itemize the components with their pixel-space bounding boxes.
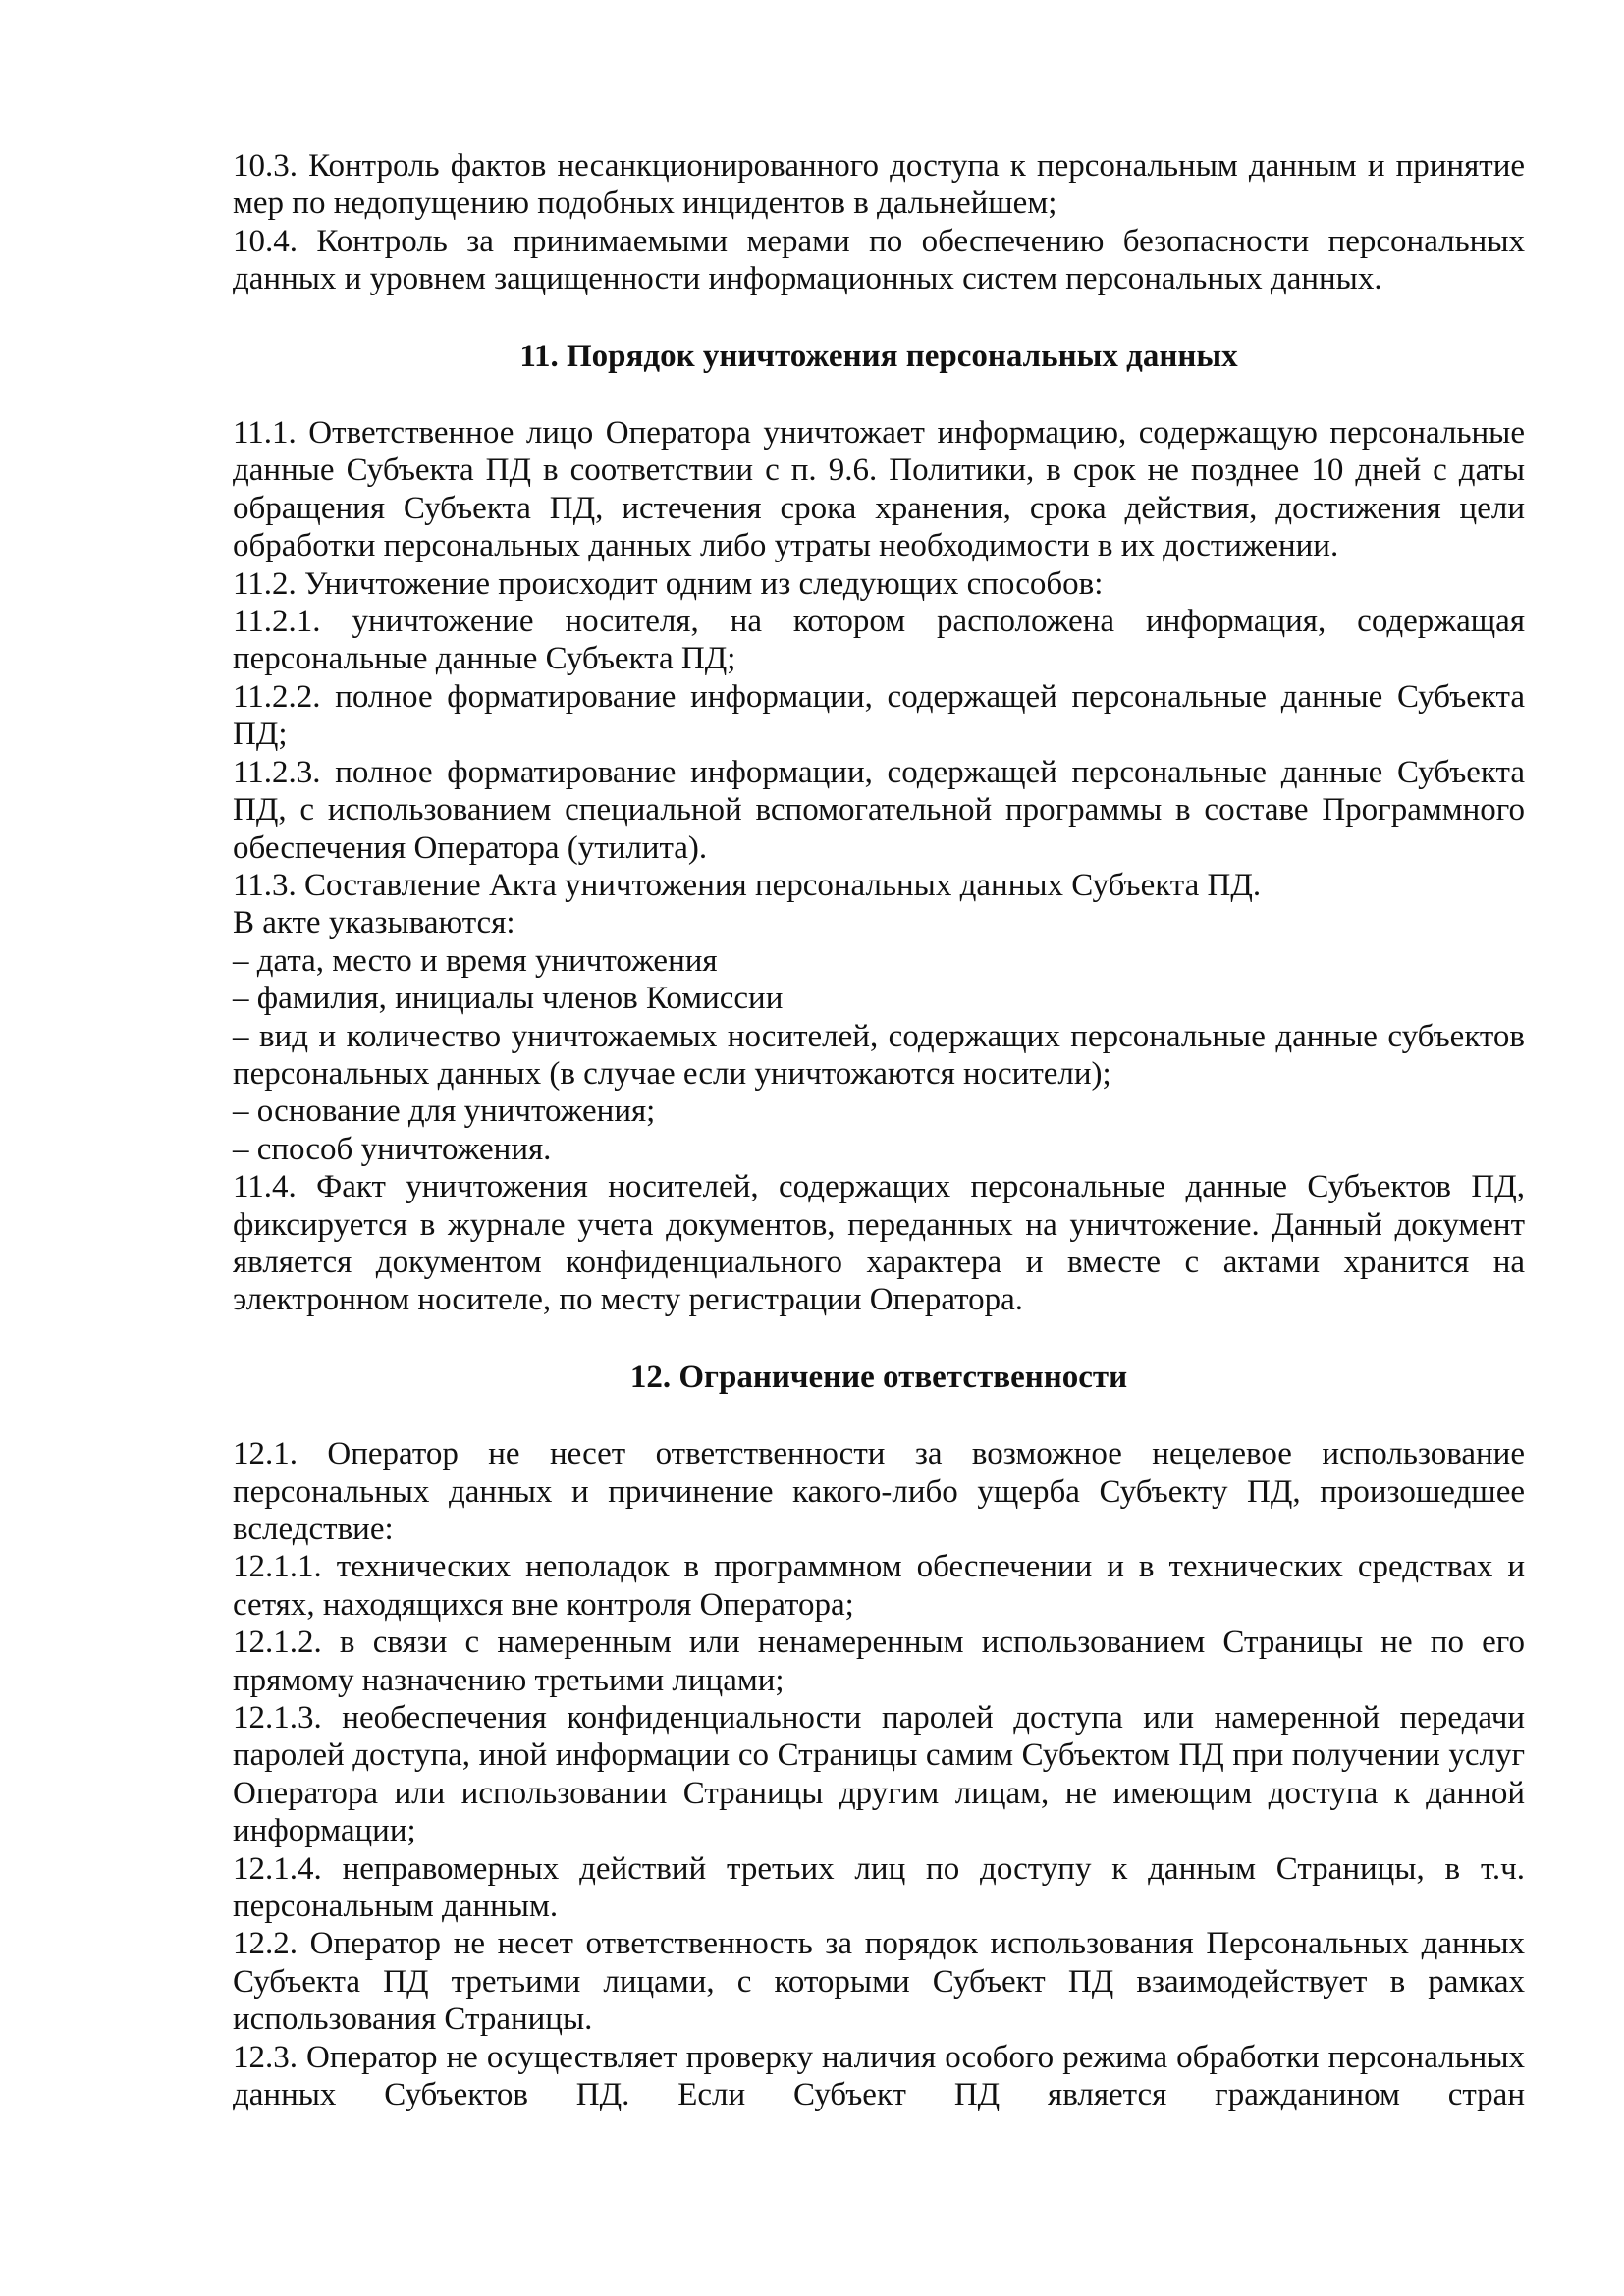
section-11-heading: 11. Порядок уничтожения персональных данных — [519, 338, 1238, 374]
act-item: – дата, место и время уничтожения — [233, 942, 718, 979]
paragraph-11-2-2: 11.2.2. полное форматирование информации, содержащей персональные данные Субъекта ПД; — [233, 678, 1525, 753]
act-item: – основание для уничтожения; — [233, 1094, 656, 1130]
paragraph-12-1-2: 12.1.2. в связи с намеренным или ненамеренным использованием Страницы не по его прямому назначению третьими лицами; — [233, 1625, 1525, 1698]
paragraph-11-2-3: 11.2.3. полное форматирование информации, содержащей персональные данные Субъекта ПД, с использованием специальной вспомогательной программы в составе Программного обеспечения Оператора (утилита). — [233, 754, 1525, 866]
paragraph-12-1-3: 12.1.3. необеспечения конфиденциальности паролей доступа или намеренной передачи паролей доступа, иной информации со Страницы самим Субъектом ПД при получении услуг Оператора или использовании Страницы другим лицам, не имеющим доступа к данной информации; — [233, 1700, 1525, 1849]
act-item: – способ уничтожения. — [233, 1131, 552, 1167]
paragraph-11-1: 11.1. Ответственное лицо Оператора уничтожает информацию, содержащую персональные данные Субъекта ПД в соответствии с п. 9.6. Политики, в срок не позднее 10 дней с даты обращения Субъекта ПД, истечения срока хранения, срока действия, достижения цели обработки персональных данных либо утраты необходимости в их достижении. — [233, 415, 1525, 564]
paragraph-11-3: 11.3. Составление Акта уничтожения персональных данных Субъекта ПД. — [233, 867, 1262, 903]
paragraph-11-2: 11.2. Уничтожение происходит одним из следующих способов: — [233, 565, 1104, 602]
paragraph-12-1-1: 12.1.1. технических неполадок в программном обеспечении и в технических средствах и сетях, находящихся вне контроля Оператора; — [233, 1549, 1525, 1623]
document-page — [233, 147, 1525, 2114]
act-intro: В акте указываются: — [233, 905, 515, 941]
paragraph-12-1: 12.1. Оператор не несет ответственности за возможное нецелевое использование персональных данных и причинение какого-либо ущерба Субъекту ПД, произошедшее вследствие: — [233, 1436, 1525, 1547]
act-item: – вид и количество уничтожаемых носителей, содержащих персональные данные субъектов персональных данных (в случае если уничтожаются носители); — [233, 1018, 1525, 1092]
section-12-heading: 12. Ограничение ответственности — [629, 1359, 1128, 1395]
paragraph-12-3: 12.3. Оператор не осуществляет проверку наличия особого режима обработки персональных данных Субъектов ПД. Если Субъект ПД является гражданином стран — [233, 2039, 1525, 2113]
paragraph-10-3: 10.3. Контроль фактов несанкционированного доступа к персональным данным и принятие мер по недопущению подобных инцидентов в дальнейшем; — [233, 148, 1525, 222]
paragraph-11-2-1: 11.2.1. уничтожение носителя, на котором расположена информация, содержащая персональные данные Субъекта ПД; — [233, 604, 1525, 677]
act-item: – фамилия, инициалы членов Комиссии — [233, 981, 784, 1017]
paragraph-12-2: 12.2. Оператор не несет ответственность за порядок использования Персональных данных Субъекта ПД третьими лицами, с которыми Субъект ПД взаимодействует в рамках использования Страницы. — [233, 1926, 1525, 2038]
paragraph-10-4: 10.4. Контроль за принимаемыми мерами по обеспечению безопасности персональных данных и уровнем защищенности информационных систем персональных данных. — [233, 223, 1525, 297]
paragraph-11-4: 11.4. Факт уничтожения носителей, содержащих персональные данные Субъектов ПД, фиксируется в журнале учета документов, переданных на уничтожение. Данный документ является документом конфиденциального характера и вместе с актами хранится на электронном носителе, по месту регистрации Оператора. — [233, 1169, 1525, 1318]
paragraph-12-1-4: 12.1.4. неправомерных действий третьих лиц по доступу к данным Страницы, в т.ч. персональным данным. — [233, 1850, 1525, 1925]
